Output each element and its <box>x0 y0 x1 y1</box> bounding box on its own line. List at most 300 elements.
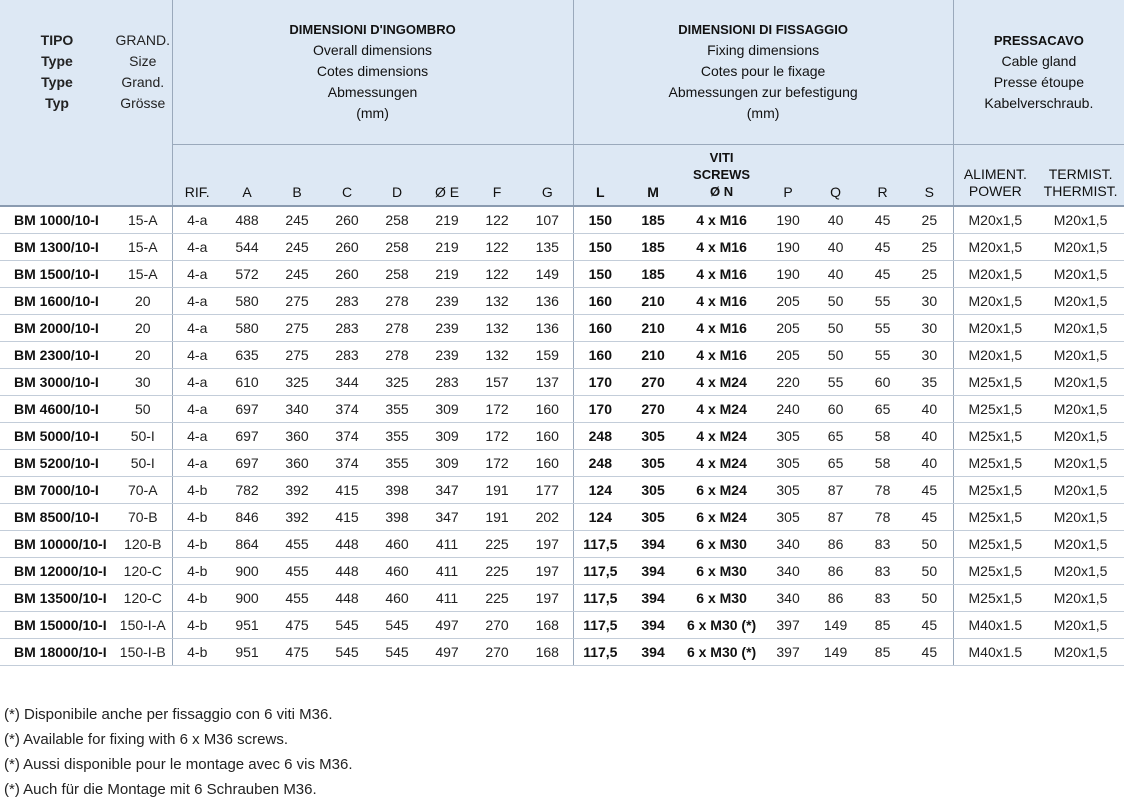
cell-b: 455 <box>272 531 322 558</box>
cell-f: 225 <box>472 585 522 612</box>
cell-rif: 4-b <box>172 558 222 585</box>
cell-g: 135 <box>522 234 573 261</box>
cell-d: 398 <box>372 477 422 504</box>
cell-rif: 4-a <box>172 206 222 234</box>
cell-l: 150 <box>573 234 627 261</box>
cell-p: 340 <box>764 585 812 612</box>
table-row <box>0 531 1124 558</box>
cell-rif: 4-a <box>172 261 222 288</box>
cell-rif: 4-a <box>172 234 222 261</box>
cell-c: 260 <box>322 234 372 261</box>
cell-screws: 4 x M24 <box>679 423 764 450</box>
cell-q: 40 <box>812 234 859 261</box>
cell-e: 239 <box>422 315 472 342</box>
cell-e: 219 <box>422 234 472 261</box>
cell-thermist: M20x1,5 <box>1037 531 1124 558</box>
cell-m: 210 <box>627 288 679 315</box>
cell-b: 245 <box>272 234 322 261</box>
cell-r: 55 <box>859 288 906 315</box>
cell-r: 85 <box>859 612 906 639</box>
cell-d: 460 <box>372 558 422 585</box>
col-s: S <box>906 144 953 206</box>
col-b: B <box>272 144 322 206</box>
cell-g: 160 <box>522 396 573 423</box>
cell-g: 159 <box>522 342 573 369</box>
cell-s: 35 <box>906 369 953 396</box>
cell-l: 170 <box>573 369 627 396</box>
table-row <box>0 234 1124 261</box>
cell-a: 951 <box>222 612 272 639</box>
cell-e: 283 <box>422 369 472 396</box>
cell-p: 397 <box>764 612 812 639</box>
col-rif: RIF. <box>172 144 222 206</box>
cell-model: BM 1300/10-I <box>0 234 114 261</box>
type-header: TIPO Type Type Typ <box>0 0 114 144</box>
cell-e: 309 <box>422 396 472 423</box>
cell-c: 545 <box>322 639 372 666</box>
cell-thermist: M20x1,5 <box>1037 423 1124 450</box>
col-d: D <box>372 144 422 206</box>
cell-r: 45 <box>859 234 906 261</box>
table-row <box>0 504 1124 531</box>
cell-g: 202 <box>522 504 573 531</box>
cell-d: 278 <box>372 315 422 342</box>
cell-q: 87 <box>812 504 859 531</box>
cell-d: 258 <box>372 206 422 234</box>
cell-q: 86 <box>812 585 859 612</box>
cell-model: BM 1000/10-I <box>0 206 114 234</box>
cell-b: 475 <box>272 639 322 666</box>
cell-m: 305 <box>627 504 679 531</box>
cell-size: 15-A <box>114 261 172 288</box>
table-row <box>0 288 1124 315</box>
cell-b: 245 <box>272 261 322 288</box>
col-p: P <box>764 144 812 206</box>
cell-s: 25 <box>906 234 953 261</box>
cell-c: 374 <box>322 396 372 423</box>
cell-thermist: M20x1,5 <box>1037 342 1124 369</box>
cell-screws: 4 x M16 <box>679 342 764 369</box>
cell-power: M20x1,5 <box>953 342 1037 369</box>
cell-a: 488 <box>222 206 272 234</box>
cell-p: 340 <box>764 558 812 585</box>
cell-c: 415 <box>322 477 372 504</box>
cell-s: 25 <box>906 206 953 234</box>
cell-a: 697 <box>222 423 272 450</box>
cell-size: 70-B <box>114 504 172 531</box>
cell-c: 545 <box>322 612 372 639</box>
cell-rif: 4-b <box>172 585 222 612</box>
cell-size: 150-I-B <box>114 639 172 666</box>
cell-power: M25x1,5 <box>953 450 1037 477</box>
cell-size: 50-I <box>114 423 172 450</box>
cell-q: 65 <box>812 423 859 450</box>
cell-b: 455 <box>272 585 322 612</box>
cell-rif: 4-a <box>172 396 222 423</box>
cell-r: 83 <box>859 558 906 585</box>
cell-l: 248 <box>573 450 627 477</box>
cell-screws: 6 x M24 <box>679 477 764 504</box>
cell-g: 137 <box>522 369 573 396</box>
cell-b: 360 <box>272 450 322 477</box>
cell-screws: 4 x M16 <box>679 206 764 234</box>
cell-g: 160 <box>522 423 573 450</box>
col-l: L <box>573 144 627 206</box>
cell-power: M25x1,5 <box>953 477 1037 504</box>
cell-s: 40 <box>906 423 953 450</box>
cell-r: 45 <box>859 206 906 234</box>
cell-a: 697 <box>222 450 272 477</box>
cell-s: 40 <box>906 450 953 477</box>
cell-thermist: M20x1,5 <box>1037 477 1124 504</box>
cell-rif: 4-a <box>172 423 222 450</box>
cell-power: M20x1,5 <box>953 234 1037 261</box>
cell-e: 497 <box>422 639 472 666</box>
cell-l: 117,5 <box>573 585 627 612</box>
cell-screws: 4 x M24 <box>679 450 764 477</box>
cell-c: 448 <box>322 531 372 558</box>
cell-d: 355 <box>372 423 422 450</box>
cell-thermist: M20x1,5 <box>1037 234 1124 261</box>
cell-c: 283 <box>322 315 372 342</box>
cell-s: 30 <box>906 288 953 315</box>
cell-s: 30 <box>906 342 953 369</box>
cell-p: 190 <box>764 234 812 261</box>
cell-size: 15-A <box>114 234 172 261</box>
cell-rif: 4-b <box>172 504 222 531</box>
cell-thermist: M20x1,5 <box>1037 315 1124 342</box>
cell-screws: 6 x M30 <box>679 558 764 585</box>
cell-model: BM 18000/10-I <box>0 639 114 666</box>
cell-e: 411 <box>422 558 472 585</box>
cell-p: 305 <box>764 450 812 477</box>
cell-q: 55 <box>812 369 859 396</box>
cell-d: 460 <box>372 531 422 558</box>
cell-screws: 4 x M24 <box>679 369 764 396</box>
cell-rif: 4-a <box>172 315 222 342</box>
cell-model: BM 1500/10-I <box>0 261 114 288</box>
cell-m: 305 <box>627 423 679 450</box>
cell-g: 197 <box>522 585 573 612</box>
cell-p: 205 <box>764 315 812 342</box>
cell-b: 392 <box>272 477 322 504</box>
cell-m: 185 <box>627 234 679 261</box>
table-row <box>0 315 1124 342</box>
cell-d: 278 <box>372 288 422 315</box>
table-row <box>0 585 1124 612</box>
cell-c: 283 <box>322 342 372 369</box>
cell-model: BM 10000/10-I <box>0 531 114 558</box>
cell-power: M25x1,5 <box>953 531 1037 558</box>
cell-b: 475 <box>272 612 322 639</box>
cell-m: 394 <box>627 639 679 666</box>
cell-model: BM 13500/10-I <box>0 585 114 612</box>
cell-c: 448 <box>322 558 372 585</box>
cell-a: 580 <box>222 288 272 315</box>
cell-r: 83 <box>859 585 906 612</box>
col-power: ALIMENT. POWER <box>953 144 1037 206</box>
cell-c: 374 <box>322 423 372 450</box>
cell-g: 107 <box>522 206 573 234</box>
footnote-english: (*) Available for fixing with 6 x M36 screws. <box>4 731 288 748</box>
cell-thermist: M20x1,5 <box>1037 450 1124 477</box>
cell-screws: 6 x M30 <box>679 531 764 558</box>
cell-p: 205 <box>764 288 812 315</box>
cell-d: 325 <box>372 369 422 396</box>
cell-f: 270 <box>472 639 522 666</box>
table-row <box>0 450 1124 477</box>
table-row <box>0 342 1124 369</box>
cell-d: 545 <box>372 612 422 639</box>
cell-size: 20 <box>114 315 172 342</box>
col-screws: VITI SCREWS Ø N <box>679 144 764 206</box>
cell-thermist: M20x1,5 <box>1037 396 1124 423</box>
cell-size: 120-C <box>114 558 172 585</box>
cell-l: 117,5 <box>573 612 627 639</box>
cell-q: 60 <box>812 396 859 423</box>
col-r: R <box>859 144 906 206</box>
cell-f: 122 <box>472 234 522 261</box>
cell-a: 610 <box>222 369 272 396</box>
cell-m: 210 <box>627 315 679 342</box>
cell-p: 340 <box>764 531 812 558</box>
cell-model: BM 1600/10-I <box>0 288 114 315</box>
cell-b: 275 <box>272 315 322 342</box>
cell-b: 392 <box>272 504 322 531</box>
col-g: G <box>522 144 573 206</box>
cell-model: BM 2300/10-I <box>0 342 114 369</box>
cell-r: 58 <box>859 450 906 477</box>
cell-thermist: M20x1,5 <box>1037 504 1124 531</box>
footnote-italian: (*) Disponibile anche per fissaggio con 6 viti M36. <box>4 706 333 723</box>
cell-l: 170 <box>573 396 627 423</box>
cell-f: 132 <box>472 342 522 369</box>
cell-a: 846 <box>222 504 272 531</box>
cell-r: 55 <box>859 342 906 369</box>
cell-s: 45 <box>906 639 953 666</box>
cell-r: 58 <box>859 423 906 450</box>
cell-c: 260 <box>322 261 372 288</box>
col-m: M <box>627 144 679 206</box>
cell-r: 78 <box>859 477 906 504</box>
cell-e: 219 <box>422 206 472 234</box>
cell-c: 344 <box>322 369 372 396</box>
cell-screws: 6 x M24 <box>679 504 764 531</box>
cell-g: 136 <box>522 315 573 342</box>
cell-model: BM 5000/10-I <box>0 423 114 450</box>
cell-g: 168 <box>522 639 573 666</box>
cell-thermist: M20x1,5 <box>1037 261 1124 288</box>
cell-a: 900 <box>222 585 272 612</box>
cell-model: BM 7000/10-I <box>0 477 114 504</box>
cell-power: M25x1,5 <box>953 396 1037 423</box>
cell-size: 30 <box>114 369 172 396</box>
cell-rif: 4-a <box>172 450 222 477</box>
cell-g: 197 <box>522 558 573 585</box>
cell-f: 270 <box>472 612 522 639</box>
cell-l: 124 <box>573 477 627 504</box>
cell-screws: 4 x M16 <box>679 234 764 261</box>
cell-q: 40 <box>812 206 859 234</box>
cell-p: 305 <box>764 504 812 531</box>
cell-q: 50 <box>812 315 859 342</box>
cell-d: 355 <box>372 396 422 423</box>
cell-f: 172 <box>472 396 522 423</box>
cell-power: M25x1,5 <box>953 423 1037 450</box>
cell-power: M20x1,5 <box>953 315 1037 342</box>
cell-q: 86 <box>812 558 859 585</box>
cell-p: 240 <box>764 396 812 423</box>
col-e: Ø E <box>422 144 472 206</box>
cell-e: 309 <box>422 450 472 477</box>
cell-l: 150 <box>573 261 627 288</box>
cell-a: 635 <box>222 342 272 369</box>
cell-a: 900 <box>222 558 272 585</box>
cell-thermist: M20x1,5 <box>1037 288 1124 315</box>
table-row <box>0 612 1124 639</box>
cell-thermist: M20x1,5 <box>1037 369 1124 396</box>
footnote-french: (*) Aussi disponible pour le montage avec 6 vis M36. <box>4 756 353 773</box>
cell-a: 580 <box>222 315 272 342</box>
cell-model: BM 8500/10-I <box>0 504 114 531</box>
cell-g: 168 <box>522 612 573 639</box>
cell-rif: 4-b <box>172 639 222 666</box>
cell-m: 270 <box>627 396 679 423</box>
table-row <box>0 369 1124 396</box>
cell-m: 394 <box>627 558 679 585</box>
cell-thermist: M20x1,5 <box>1037 639 1124 666</box>
cell-q: 149 <box>812 639 859 666</box>
cell-a: 864 <box>222 531 272 558</box>
cell-g: 149 <box>522 261 573 288</box>
cell-m: 185 <box>627 261 679 288</box>
cell-l: 117,5 <box>573 639 627 666</box>
cell-p: 190 <box>764 261 812 288</box>
cell-m: 270 <box>627 369 679 396</box>
table-row <box>0 558 1124 585</box>
cell-rif: 4-b <box>172 477 222 504</box>
table-row <box>0 206 1124 234</box>
cell-b: 360 <box>272 423 322 450</box>
cell-thermist: M20x1,5 <box>1037 612 1124 639</box>
cell-p: 397 <box>764 639 812 666</box>
cell-screws: 4 x M24 <box>679 396 764 423</box>
cell-model: BM 3000/10-I <box>0 369 114 396</box>
cell-g: 197 <box>522 531 573 558</box>
cell-m: 394 <box>627 531 679 558</box>
cell-e: 309 <box>422 423 472 450</box>
cell-p: 205 <box>764 342 812 369</box>
cell-screws: 6 x M30 <box>679 585 764 612</box>
footnote-german: (*) Auch für die Montage mit 6 Schrauben M36. <box>4 781 317 798</box>
cell-s: 25 <box>906 261 953 288</box>
cell-model: BM 5200/10-I <box>0 450 114 477</box>
cell-power: M20x1,5 <box>953 206 1037 234</box>
cell-power: M25x1,5 <box>953 369 1037 396</box>
cell-r: 60 <box>859 369 906 396</box>
cell-q: 149 <box>812 612 859 639</box>
cell-b: 275 <box>272 342 322 369</box>
cell-q: 40 <box>812 261 859 288</box>
overall-dimensions-header: DIMENSIONI D'INGOMBRO Overall dimensions Cotes dimensions Abmessungen (mm) <box>172 0 573 144</box>
cell-f: 172 <box>472 423 522 450</box>
cell-a: 782 <box>222 477 272 504</box>
cell-size: 150-I-A <box>114 612 172 639</box>
table-row <box>0 261 1124 288</box>
cell-e: 411 <box>422 585 472 612</box>
cell-g: 160 <box>522 450 573 477</box>
cell-f: 122 <box>472 206 522 234</box>
cell-g: 177 <box>522 477 573 504</box>
cell-power: M25x1,5 <box>953 585 1037 612</box>
fixing-dimensions-header: DIMENSIONI DI FISSAGGIO Fixing dimensions Cotes pour le fixage Abmessungen zur befestigung (mm) <box>573 0 953 144</box>
cell-s: 50 <box>906 531 953 558</box>
cell-l: 248 <box>573 423 627 450</box>
cell-e: 347 <box>422 477 472 504</box>
cell-model: BM 12000/10-I <box>0 558 114 585</box>
cell-p: 305 <box>764 423 812 450</box>
cell-s: 45 <box>906 504 953 531</box>
cell-d: 398 <box>372 504 422 531</box>
cell-m: 305 <box>627 477 679 504</box>
cell-m: 210 <box>627 342 679 369</box>
cell-model: BM 2000/10-I <box>0 315 114 342</box>
cell-q: 65 <box>812 450 859 477</box>
cell-l: 150 <box>573 206 627 234</box>
cell-e: 219 <box>422 261 472 288</box>
cell-g: 136 <box>522 288 573 315</box>
cell-power: M40x1.5 <box>953 612 1037 639</box>
cell-r: 78 <box>859 504 906 531</box>
cell-r: 85 <box>859 639 906 666</box>
cell-p: 190 <box>764 206 812 234</box>
col-a: A <box>222 144 272 206</box>
cell-m: 394 <box>627 585 679 612</box>
cell-s: 40 <box>906 396 953 423</box>
cell-size: 120-C <box>114 585 172 612</box>
cell-a: 544 <box>222 234 272 261</box>
cell-d: 355 <box>372 450 422 477</box>
cell-l: 160 <box>573 288 627 315</box>
cell-screws: 6 x M30 (*) <box>679 612 764 639</box>
cell-thermist: M20x1,5 <box>1037 585 1124 612</box>
col-thermist: TERMIST. THERMIST. <box>1037 144 1124 206</box>
cable-gland-header: PRESSACAVO Cable gland Presse étoupe Kabelverschraub. <box>953 0 1124 144</box>
cell-e: 347 <box>422 504 472 531</box>
cell-e: 411 <box>422 531 472 558</box>
table-row <box>0 477 1124 504</box>
table-row <box>0 423 1124 450</box>
cell-d: 278 <box>372 342 422 369</box>
col-q: Q <box>812 144 859 206</box>
cell-f: 225 <box>472 531 522 558</box>
cell-c: 415 <box>322 504 372 531</box>
cell-b: 325 <box>272 369 322 396</box>
cell-p: 305 <box>764 477 812 504</box>
cell-screws: 4 x M16 <box>679 315 764 342</box>
cell-s: 45 <box>906 612 953 639</box>
cell-power: M20x1,5 <box>953 261 1037 288</box>
cell-s: 45 <box>906 477 953 504</box>
cell-f: 191 <box>472 477 522 504</box>
cell-l: 117,5 <box>573 558 627 585</box>
cell-power: M25x1,5 <box>953 504 1037 531</box>
table-row <box>0 396 1124 423</box>
cell-b: 455 <box>272 558 322 585</box>
table-body <box>0 206 1124 666</box>
cell-m: 394 <box>627 612 679 639</box>
cell-a: 572 <box>222 261 272 288</box>
